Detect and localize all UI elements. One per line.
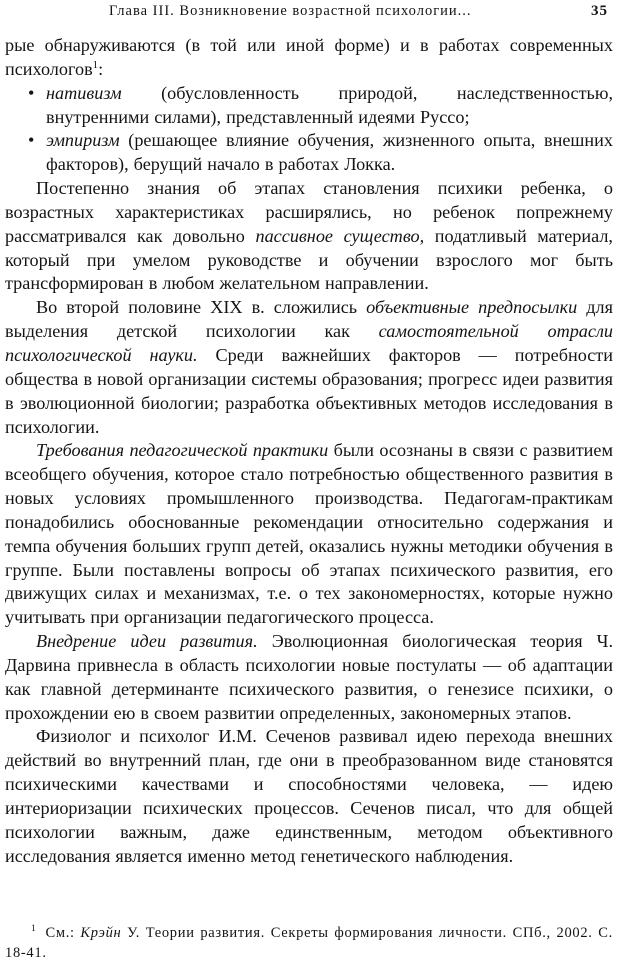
italic-text: нативизм	[46, 82, 122, 103]
italic-text: самостоятельной отрасли психологической науки.	[5, 321, 613, 365]
list-item	[5, 129, 613, 177]
paragraph	[5, 725, 613, 868]
italic-text: Крэйн	[80, 925, 122, 941]
footnote-marker: 1	[31, 924, 37, 935]
text-run: (обусловленность природой, наследственностью, внутренними силами), представленный идеями Руссо;	[46, 82, 613, 127]
footnote-ref: 1	[92, 58, 99, 71]
paragraph	[5, 177, 613, 296]
text-run: У. Теории развития. Секреты формирования личности. СПб., 2002. С. 18-41.	[5, 925, 613, 961]
italic-text: объективные предпосылки	[366, 297, 578, 318]
text-run: для выделения детской психологии как	[5, 297, 613, 342]
main-text	[5, 34, 613, 869]
text-run: были осознаны в связи с развитием всеобщего обучения, которое стало потребностью общественного развития в новых условиях промышленного производства. Педагогам-практикам понадобились обоснованные рекомендации относительно содержания и темпа обучения больших групп детей, оказались нужны методики обучения в группе. Были поставлены вопросы об этапах психического развития, его движущих силах и механизмах, т.е. о тех закономерностях, которые нужно учитывать при организации педагогического процесса.	[5, 440, 613, 628]
italic-text: пассивное существо,	[255, 225, 425, 246]
footnote	[5, 923, 613, 963]
text-run: См.:	[45, 925, 81, 941]
bullet-list	[5, 82, 613, 177]
page-number: 35	[591, 3, 608, 19]
text-run: Эволюционная биологическая теория Ч. Дарвина привнесла в область психологии новые постулаты — об адаптации как главной детерминанте психического развития, о генезисе психики, о прохождении ею в своем развитии определенных, закономерных этапов.	[5, 631, 613, 723]
text-run: :	[98, 58, 104, 79]
text-run: Среди важнейших факторов — потребности общества в новой организации системы образования; прогресс идеи развития в эволюционной биологии; разработка объективных методов исследования в психологии.	[5, 344, 613, 437]
text-run: податливый материал, который при умелом руководстве и обучении взрослого мог быть трансформирован в любом желательном направлении.	[5, 225, 613, 294]
italic-text: Внедрение идеи развития.	[36, 631, 258, 652]
text-run: Во второй половине XIX в. сложились	[36, 297, 367, 318]
running-head	[0, 0, 620, 26]
italic-text: эмпиризм	[46, 130, 120, 151]
text-run: Постепенно знания об этапах становления психики ребенка, о возрастных характеристиках расширялись, но ребенок попрежнему рассматривался как довольно	[5, 178, 613, 246]
chapter-title: Глава III. Возникновение возрастной психологии...	[109, 3, 472, 19]
bullet-icon: •	[28, 130, 35, 151]
text-run: (решающее влияние обучения, жизненного опыта, внешних факторов), берущий начало в работах Локка.	[46, 130, 613, 175]
text-run: рые обнаруживаются (в той или иной форме) и в работах современных психологов	[5, 35, 613, 79]
footnote-text	[5, 923, 613, 963]
paragraph	[5, 34, 613, 82]
text-run: Физиолог и психолог И.М. Сеченов развивал идею перехода внешних действий во внутренний план, где они в преобразованном виде становятся психическими качествами и способностями человека, — идею интериоризации психических процессов. Сеченов писал, что для общей психологии важным, даже единственным, методом объективного исследования является именно метод генетического наблюдения.	[5, 726, 613, 866]
list-item	[5, 82, 613, 130]
italic-text: Требования педагогической практики	[36, 440, 329, 461]
paragraph	[5, 439, 613, 630]
paragraph	[5, 296, 613, 439]
bullet-icon: •	[28, 82, 35, 103]
paragraph	[5, 630, 613, 725]
